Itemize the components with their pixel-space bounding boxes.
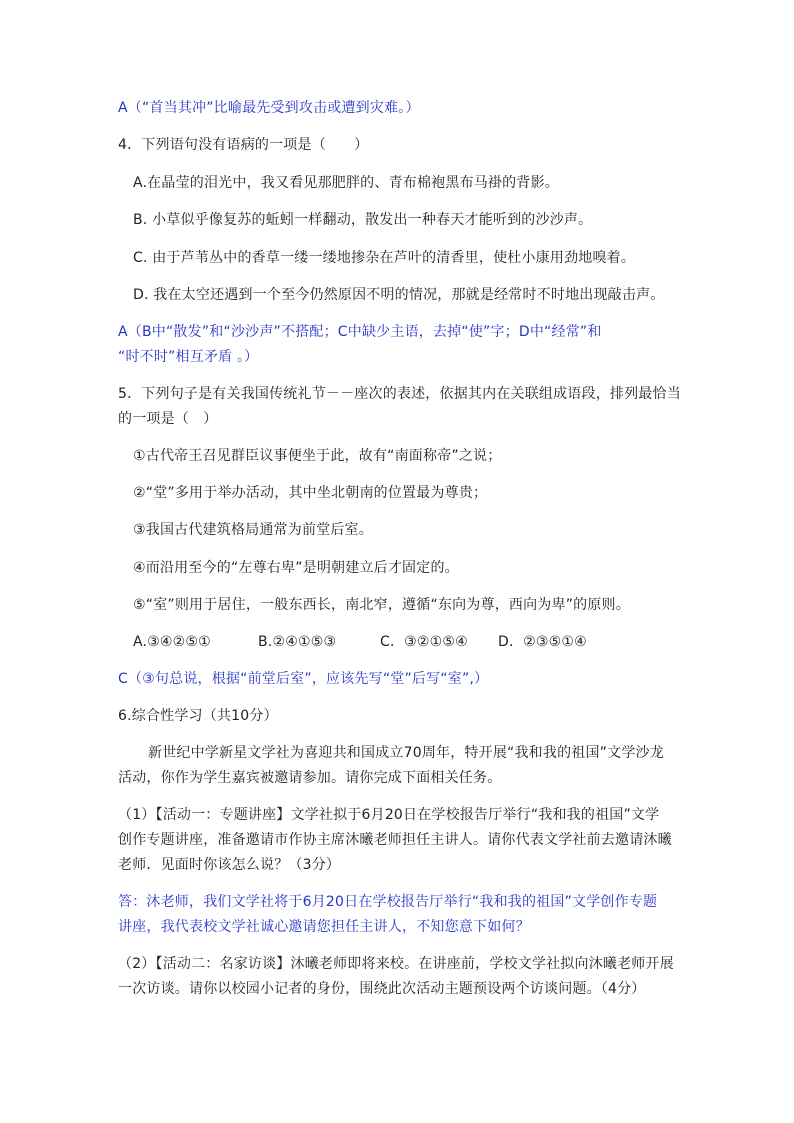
- question-4-option-b: B. 小草似乎像复苏的蚯蚓一样翻动，散发出一种春天才能听到的沙沙声。: [133, 212, 593, 228]
- answer-4-line-2: “时不时”相互矛盾 。）: [118, 349, 259, 365]
- sentence-1: ①古代帝王召见群臣议事便坐于此，故有“南面称帝”之说；: [133, 448, 502, 464]
- task-1-line-1: （1）【活动一：专题讲座】文学社拟于6月20日在学校报告厅举行“我和我的祖国”文学: [118, 807, 660, 823]
- question-5-option-a: A.③④②⑤①: [133, 634, 211, 650]
- answer-task-1-line-1: 答：沐老师，我们文学社将于6月20日在学校报告厅举行“我和我的祖国”文学创作专题: [118, 894, 658, 910]
- task-1-line-2: 创作专题讲座，准备邀请市作协主席沐曦老师担任主讲人。请你代表文学社前去邀请沐曦: [118, 832, 672, 848]
- task-2-line-1: （2）【活动二：名家访谈】沐曦老师即将来校。在讲座前，学校文学社拟向沐曦老师开展: [118, 956, 674, 972]
- answer-5: C（③句总说，根据“前堂后室”，应该先写“堂”后写“室”,）: [118, 671, 489, 687]
- question-4-option-d: D. 我在太空还遇到一个至今仍然原因不明的情况，那就是经常时不时地出现敲击声。: [133, 287, 665, 303]
- sentence-2: ②“堂”多用于举办活动，其中坐北朝南的位置最为尊贵；: [133, 485, 488, 501]
- question-5-options: [133, 632, 587, 652]
- answer-task-1-line-2: 讲座，我代表校文学社诚心邀请您担任主讲人，不知您意下如何？: [118, 919, 530, 935]
- intro-line-2: 活动，你作为学生嘉宾被邀请参加。请你完成下面相关任务。: [118, 770, 502, 786]
- answer-3: A（“首当其冲”比喻最先受到攻击或遭到灾难。）: [118, 100, 420, 116]
- sentence-4: ④而沿用至今的“左尊右卑”是明朝建立后才固定的。: [133, 560, 459, 576]
- task-1-line-3: 老师．见面时你该怎么说？（3分）: [118, 857, 341, 873]
- question-4: 4．下列语句没有语病的一项是（ ）: [118, 137, 369, 153]
- question-4-option-c: C. 由于芦苇丛中的香草一缕一缕地掺杂在芦叶的清香里，使杜小康用劲地嗅着。: [133, 250, 636, 266]
- question-5-option-d: D．②③⑤①④: [498, 634, 587, 650]
- question-4-option-a: A.在晶莹的泪光中，我又看见那肥胖的、青布棉袍黑布马褂的背影。: [133, 175, 559, 191]
- question-5-option-b: B.②④①⑤③: [258, 634, 337, 650]
- sentence-3: ③我国古代建筑格局通常为前堂后室。: [133, 522, 373, 538]
- sentence-5: ⑤“室”则用于居住，一般东西长，南北窄，遵循“东向为尊，西向为卑”的原则。: [133, 597, 630, 613]
- question-5-option-c: C．③②①⑤④: [380, 634, 468, 650]
- intro-line-1: 新世纪中学新星文学社为喜迎共和国成立70周年，特开展“我和我的祖国”文学沙龙: [148, 745, 664, 761]
- question-5-line-2: 的一项是（ ）: [118, 411, 218, 427]
- task-2-line-2: 一次访谈。请你以校园小记者的身份，围绕此次活动主题预设两个访谈问题。（4分）: [118, 981, 646, 997]
- answer-4-line-1: A（B中“散发”和“沙沙声”不搭配；C中缺少主语，去掉“使”字；D中“经常”和: [118, 324, 602, 340]
- question-6: 6.综合性学习（共10分）: [118, 708, 278, 724]
- question-5-line-1: 5．下列句子是有关我国传统礼节－－座次的表述，依据其内在关联组成语段，排列最恰当: [118, 386, 681, 402]
